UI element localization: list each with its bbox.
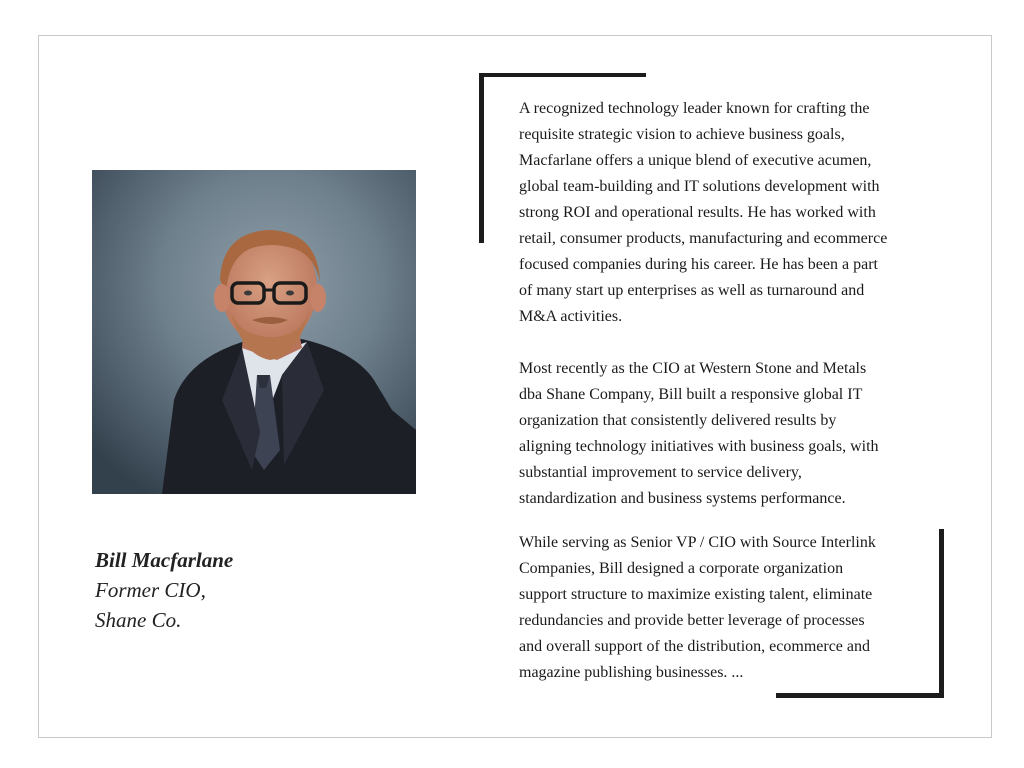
- bio-paragraph-1: A recognized technology leader known for crafting the requisite strategic vision to achieve business goals, Macfarlane offers a unique blend of executive acumen, global team-building and IT solutions development with strong ROI and operational results. He has worked with retail, consumer products, manufacturing and ecommerce focused companies during his career. He has been a part of many start up enterprises as well as turnaround and M&A activities.: [519, 100, 888, 325]
- bio-text: [519, 96, 929, 712]
- profile-caption: [95, 545, 415, 635]
- decorative-bracket-top-vertical: [479, 73, 484, 243]
- profile-company: Shane Co.: [95, 608, 182, 632]
- bio-paragraph-3: While serving as Senior VP / CIO with Source Interlink Companies, Bill designed a corporate organization support structure to maximize existing talent, eliminate redundancies and provide better leverage of processes and overall support of the distribution, ecommerce and magazine publishing businesses. ...: [519, 534, 876, 681]
- bio-paragraph-2: Most recently as the CIO at Western Stone and Metals dba Shane Company, Bill built a responsive global IT organization that consistently delivered results by aligning technology initiatives with business goals, with substantial improvement to service delivery, standardization and business systems performance.: [519, 360, 879, 507]
- profile-title: Former CIO,: [95, 578, 206, 602]
- portrait-photo: [92, 170, 416, 494]
- profile-name: Bill Macfarlane: [95, 548, 234, 572]
- portrait-illustration: [92, 170, 416, 494]
- decorative-bracket-top: [479, 73, 646, 77]
- decorative-bracket-bottom-vertical: [939, 529, 944, 698]
